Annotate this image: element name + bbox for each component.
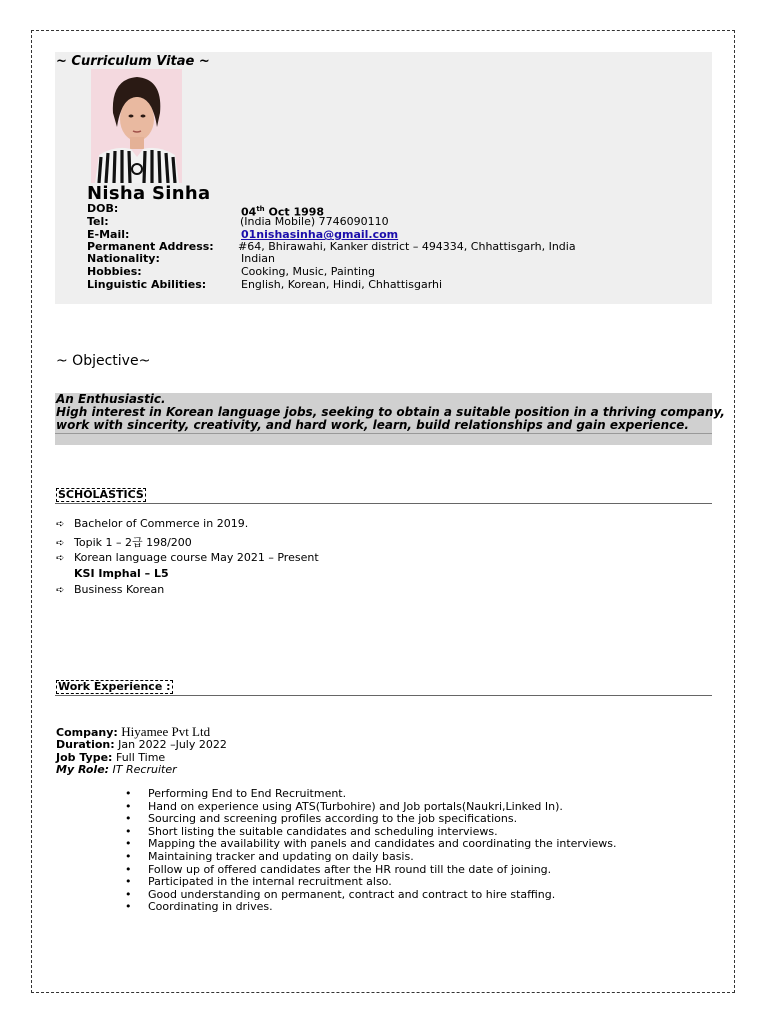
objective-divider	[55, 433, 712, 434]
arrow-icon: ➪	[56, 519, 65, 530]
company-label: Company	[56, 726, 114, 739]
list-item	[125, 901, 617, 914]
cv-title: ~ Curriculum Vitae ~	[56, 54, 210, 69]
arrow-icon: ➪	[56, 585, 65, 596]
scholastic-text: Business Korean	[74, 583, 165, 596]
bullet-icon: •	[125, 849, 132, 863]
bullet-icon: •	[125, 824, 132, 838]
dob-suffix: th	[256, 205, 265, 213]
objective-heading: ~ Objective~	[56, 353, 151, 369]
hobbies-label: Hobbies:	[87, 265, 142, 278]
jobtype-label: Job Type:	[56, 751, 113, 764]
nationality-value: Indian	[241, 252, 275, 265]
dob-month-year: Oct 1998	[264, 205, 325, 219]
dob-label: DOB:	[87, 202, 119, 215]
duty-text: Maintaining tracker and updating on daily basis.	[148, 849, 414, 863]
jobtype-value: Full Time	[112, 751, 166, 764]
duty-text: Mapping the availability with panels and candidates and coordinating the interviews.	[148, 837, 617, 851]
objective-line-2: High interest in Korean language jobs, seeking to obtain a suitable position in a thriving company,	[56, 405, 725, 419]
duties-list	[125, 788, 617, 914]
list-item	[56, 534, 192, 550]
duration-line	[56, 738, 227, 751]
role-line	[56, 763, 177, 776]
list-item	[56, 551, 319, 564]
portrait-image	[91, 69, 182, 183]
company-line: Company: Hiyamee Pvt Ltd	[56, 724, 211, 739]
address-value: #64, Bhirawahi, Kanker district – 494334, Chhattisgarh, India	[238, 240, 576, 253]
arrow-icon: ➪	[56, 553, 65, 564]
duration-label: Duration:	[56, 738, 115, 751]
languages-value: English, Korean, Hindi, Chhattisgarhi	[241, 278, 443, 291]
tel-label: Tel:	[87, 215, 109, 228]
scholastics-rule	[55, 503, 712, 504]
tel-value: (India Mobile) 7746090110	[240, 215, 389, 228]
list-item	[56, 517, 248, 530]
bullet-icon: •	[125, 837, 132, 851]
arrow-icon: ➪	[56, 538, 65, 549]
duty-text: Follow up of offered candidates after the HR round till the date of joining.	[148, 862, 552, 876]
duty-text: Coordinating in drives.	[148, 900, 273, 914]
work-rule	[55, 695, 712, 696]
duty-text: Good understanding on permanent, contract and contract to hire staffing.	[148, 887, 556, 901]
bullet-icon: •	[125, 875, 132, 889]
bullet-icon: •	[125, 799, 132, 813]
duty-text: Short listing the suitable candidates and scheduling interviews.	[148, 824, 498, 838]
profile-photo	[91, 69, 182, 183]
scholastic-text: Topik 1 – 2급 198/200	[74, 536, 192, 549]
duty-text: Participated in the internal recruitment also.	[148, 875, 392, 889]
bullet-icon: •	[125, 787, 132, 800]
list-item	[56, 583, 164, 596]
objective-line-3: work with sincerity, creativity, and hard work, learn, build relationships and gain experience.	[56, 418, 689, 432]
address-label: Permanent Address:	[87, 240, 214, 253]
work-heading: Work Experience :	[58, 680, 171, 693]
nationality-label: Nationality:	[87, 252, 160, 265]
duty-text: Hand on experience using ATS(Turbohire) and Job portals(Naukri,Linked In).	[148, 799, 563, 813]
duration-value: Jan 2022 –July 2022	[114, 738, 227, 751]
dob-day: 04	[241, 205, 257, 219]
bullet-icon: •	[125, 887, 132, 901]
email-label: E-Mail:	[87, 228, 130, 241]
duty-text: Performing End to End Recruitment.	[148, 787, 347, 800]
duty-text: Sourcing and screening profiles according to the job specifications.	[148, 812, 518, 826]
scholastic-sub-note: KSI Imphal – L5	[74, 567, 169, 580]
bullet-icon: •	[125, 900, 132, 914]
hobbies-value: Cooking, Music, Painting	[241, 265, 376, 278]
objective-line-1: An Enthusiastic.	[56, 392, 166, 406]
bullet-icon: •	[125, 812, 132, 826]
scholastics-heading: SCHOLASTICS	[58, 488, 144, 501]
languages-label: Linguistic Abilities:	[87, 278, 207, 291]
candidate-name: Nisha Sinha	[87, 183, 211, 204]
scholastic-text: Bachelor of Commerce in 2019.	[74, 517, 249, 530]
scholastic-text: Korean language course May 2021 – Present	[74, 551, 319, 564]
role-value: IT Recruiter	[109, 763, 177, 776]
role-label: My Role:	[56, 763, 110, 776]
company-value: Hiyamee Pvt Ltd	[121, 724, 211, 739]
bullet-icon: •	[125, 862, 132, 876]
email-link[interactable]: 01nishasinha@gmail.com	[241, 228, 399, 241]
